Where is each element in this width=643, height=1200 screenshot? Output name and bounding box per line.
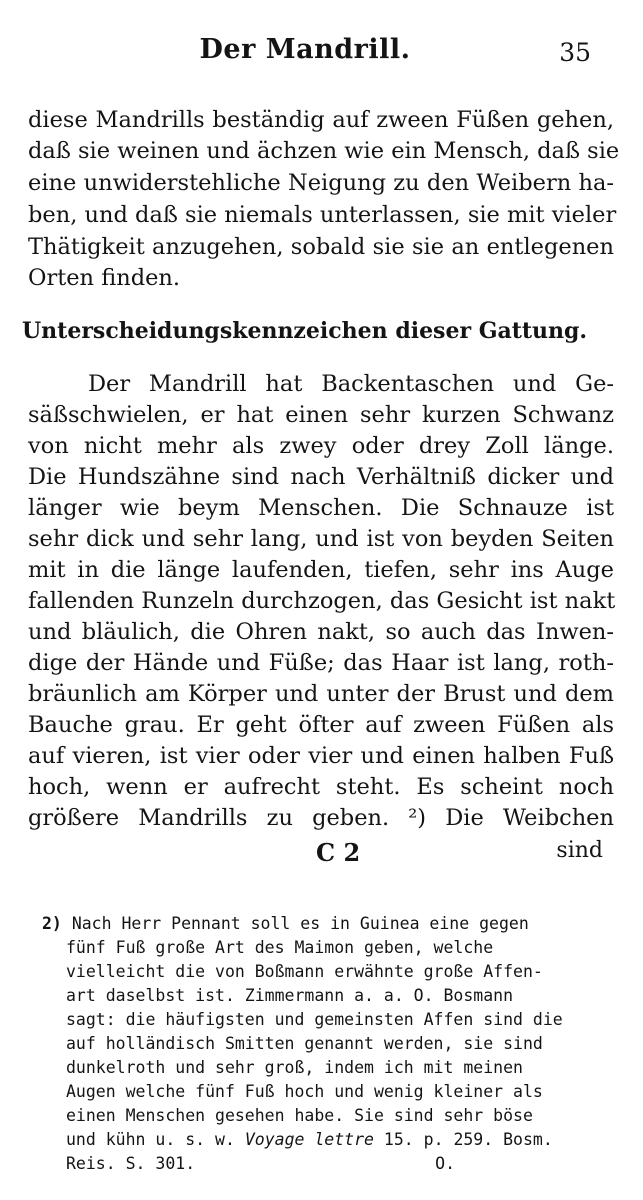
text-line: Orten finden.	[28, 265, 181, 291]
running-title: Der Mandrill.	[199, 34, 411, 65]
text-line: ben, und daß sie niemals unterlassen, sie mit vieler	[28, 202, 617, 228]
text-line: daß sie weinen und ächzen wie ein Mensch, daß sie	[28, 138, 620, 164]
text-line: Bauche grau. Er geht öfter auf zween Füßen als	[28, 712, 614, 738]
text-line: Thätigkeit anzugehen, sobald sie sie an entlegenen	[28, 234, 614, 260]
section-heading: Unterscheidungskennzeichen dieser Gattung.	[22, 318, 588, 344]
text-line: auf vieren, ist vier oder vier und einen halben Fuß	[28, 743, 614, 769]
footnote-line: einen Menschen gesehen habe. Sie sind sehr böse	[66, 1106, 533, 1125]
footnote-line	[42, 912, 588, 936]
text-line: säßschwielen, er hat einen sehr kurzen Schwanz	[28, 402, 614, 428]
citation-reference: 15. p. 259. Bosm.	[373, 1130, 553, 1149]
footnote-line: Augen welche fünf Fuß hoch und wenig kleiner als	[66, 1082, 543, 1101]
footnote-text: Nach Herr Pennant soll es in Guinea eine gegen	[71, 914, 529, 933]
citation-reference: Reis. S. 301.	[66, 1154, 196, 1173]
text-line: und bläulich, die Ohren nakt, so auch das Inwen-	[28, 619, 614, 645]
footnote-line: dunkelroth und sehr groß, indem ich mit meinen	[66, 1058, 523, 1077]
footnote-line	[66, 1128, 588, 1152]
signature-mark: C 2	[316, 838, 361, 867]
text-line: hoch, wenn er aufrecht steht. Es scheint noch	[28, 774, 614, 800]
text-line: eine unwiderstehliche Neigung zu den Weibern ha-	[28, 170, 614, 196]
text-line: diese Mandrills beständig auf zween Füßen gehen,	[28, 107, 614, 133]
page-number: 35	[559, 38, 591, 67]
footnote-line	[66, 1152, 588, 1176]
text-line: Der Mandrill hat Backentaschen und Ge-	[88, 371, 614, 397]
page-header	[0, 34, 643, 78]
text-line: sehr dick und sehr lang, und ist von beyden Seiten	[28, 526, 614, 552]
catchword: sind	[556, 838, 603, 863]
footnote-line: sagt: die häufigsten und gemeinsten Affen sind die	[66, 1010, 563, 1029]
text-line: fallenden Runzeln durchzogen, das Gesicht ist nakt	[28, 588, 616, 614]
footnote-marker: 2)	[42, 914, 62, 933]
footnote-line: art daselbst ist. Zimmermann a. a. O. Bosmann	[66, 986, 514, 1005]
footnote-text: und kühn u. s. w.	[66, 1130, 235, 1149]
text-line: länger wie beym Menschen. Die Schnauze ist	[28, 495, 614, 521]
citation-title: Voyage lettre	[244, 1130, 374, 1149]
text-line: mit in die länge laufenden, tiefen, sehr ins Auge	[28, 557, 614, 583]
footnote-line: vielleicht die von Boßmann erwähnte große Affen-	[66, 962, 543, 981]
text-line: Die Hundszähne sind nach Verhältniß dicker und	[28, 464, 614, 490]
text-line: von nicht mehr als zwey oder drey Zoll länge.	[28, 433, 614, 459]
footnote-line: fünf Fuß große Art des Maimon geben, welche	[66, 938, 494, 957]
footnote-line: auf holländisch Smitten genannt werden, sie sind	[66, 1034, 543, 1053]
editor-initial: O.	[435, 1154, 456, 1173]
text-line: größere Mandrills zu geben. ²) Die Weibchen	[28, 805, 614, 831]
text-line: bräunlich am Körper und unter der Brust und dem	[28, 681, 614, 707]
text-line: dige der Hände und Füße; das Haar ist lang, roth-	[28, 650, 614, 676]
